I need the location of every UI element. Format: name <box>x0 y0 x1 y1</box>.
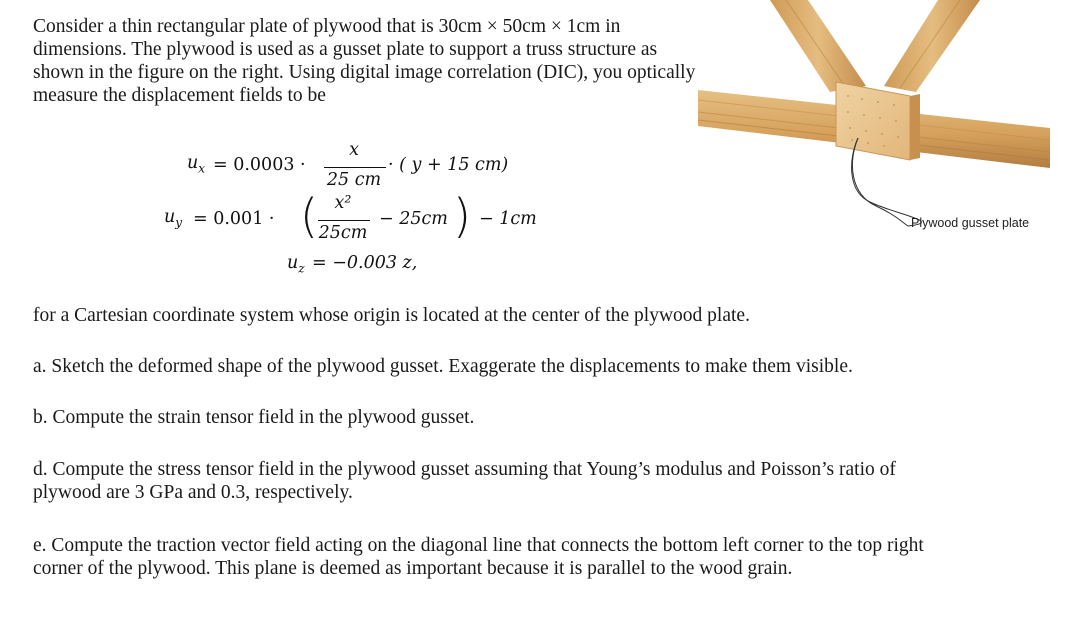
question-e: e. Compute the traction vector field acting on the diagonal line that connects the bottom left corner to the top right corner of the plywood. This plane is deemed as important because it is parallel to the wood grain. <box>33 535 924 579</box>
question-b: b. Compute the strain tensor field in the plywood gusset. <box>33 407 475 428</box>
ux-fraction-bar <box>324 167 386 168</box>
uy-denominator: 25cm <box>318 223 368 243</box>
uy-lhs: $u_y$ <box>164 207 183 230</box>
gusset-callout-label: Plywood gusset plate <box>911 216 1030 230</box>
right-diagonal-member <box>884 0 980 92</box>
ux-denominator: 25 cm <box>326 170 382 190</box>
uz-rhs: = −0.003 z, <box>312 253 418 273</box>
ux-coef: = 0.0003 · <box>213 155 306 175</box>
question-d: d. Compute the stress tensor field in the plywood gusset assuming that Young’s modulus and Poisson’s ratio of plywood are 3 GPa and 0.3, respectively. <box>33 459 896 503</box>
uy-left-paren: ( <box>300 189 318 243</box>
uy-coef: = 0.001 · <box>193 209 275 229</box>
ux-lhs: $u_x$ <box>187 153 206 176</box>
ux-tail: · ( y + 15 cm) <box>388 155 509 175</box>
uy-inner: − 25cm <box>379 209 448 229</box>
problem-intro: Consider a thin rectangular plate of plywood that is 30cm × 50cm × 1cm in dimensions. The plywood is used as a gusset plate to support a truss structure as shown in the figure on the right. Using digital image correlation (DIC), you optically measure the displacement fields to be <box>33 16 696 106</box>
coordinate-note: for a Cartesian coordinate system whose origin is located at the center of the plywood plate. <box>33 305 750 326</box>
left-diagonal-member <box>770 0 866 92</box>
question-a: a. Sketch the deformed shape of the plywood gusset. Exaggerate the displacements to make them visible. <box>33 356 853 377</box>
uy-numerator: x² <box>334 193 352 213</box>
gusset-plate <box>836 82 920 160</box>
uy-right-paren: ) <box>453 189 471 243</box>
uy-fraction-bar <box>318 220 370 221</box>
uz-lhs: $u_z$ <box>287 253 305 276</box>
uy-tail: − 1cm <box>479 209 537 229</box>
truss-figure <box>698 0 1050 252</box>
ux-numerator: x <box>349 140 359 160</box>
